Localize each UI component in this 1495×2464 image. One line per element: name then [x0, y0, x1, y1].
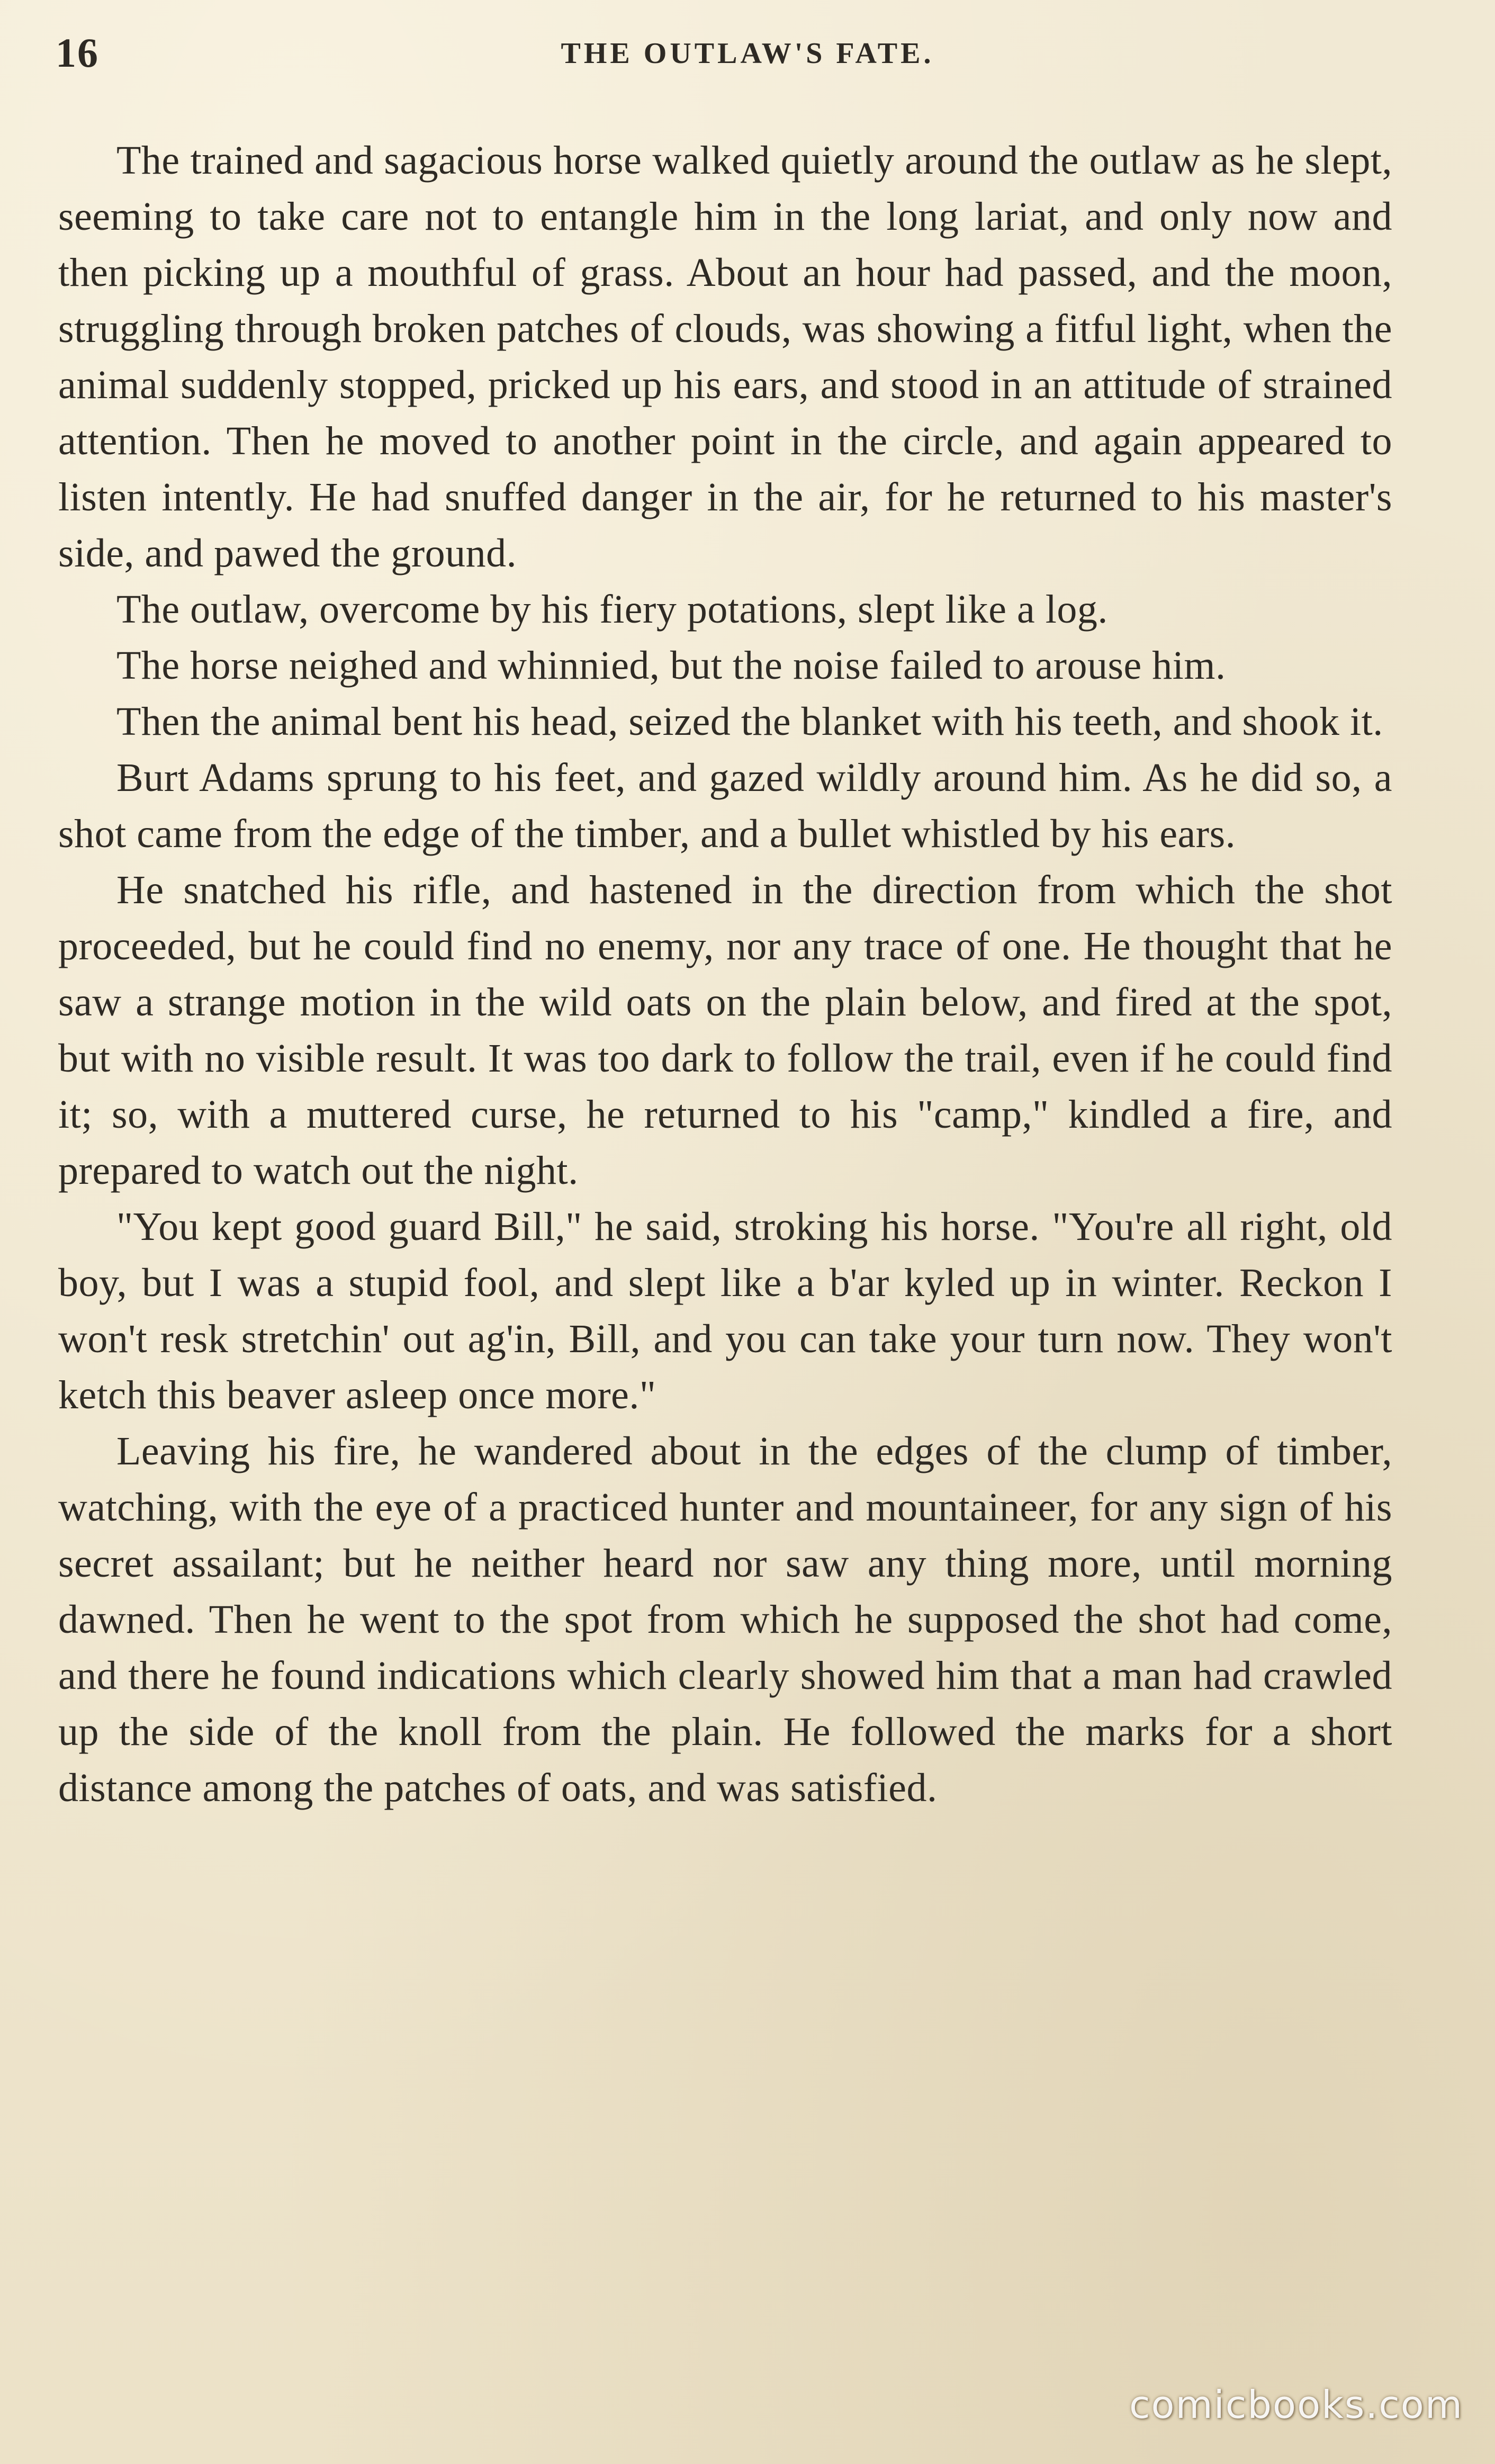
page-header	[56, 29, 1439, 87]
watermark: comicbooks.com	[1129, 2382, 1463, 2427]
paragraph: The horse neighed and whinnied, but the noise failed to arouse him.	[116, 643, 1226, 688]
running-title: THE OUTLAW'S FATE.	[561, 37, 934, 70]
paragraph: The trained and sagacious horse walked quietly around the outlaw as he slept, seeming to take care not to entangle him in the long lariat, and only now and then picking up a mouthful of grass. About an hour had passed, and the moon, struggling through broken patches of clouds, was showing a fitful light, when the animal suddenly stopped, pricked up his ears, and stood in an attitude of strained attention. Then he moved to another point in the circle, and again appeared to listen intently. He had snuffed danger in the air, for he returned to his master's side, and pawed the ground.	[58, 138, 1392, 575]
body-text	[58, 132, 1392, 1816]
paragraph: The outlaw, overcome by his fiery potations, slept like a log.	[116, 587, 1108, 632]
paragraph: Then the animal bent his head, seized the blanket with his teeth, and shook it.	[116, 699, 1383, 744]
paragraph: He snatched his rifle, and hastened in the direction from which the shot proceeded, but he could find no enemy, nor any trace of one. He thought that he saw a strange motion in the wild oats on the plain below, and fired at the spot, but with no visible result. It was too dark to follow the trail, even if he could find it; so, with a muttered curse, he returned to his "camp," kindled a fire, and prepared to watch out the night.	[58, 868, 1392, 1193]
paragraph: Leaving his fire, he wandered about in the edges of the clump of timber, watching, with the eye of a practiced hunter and mountaineer, for any sign of his secret assailant; but he neither heard nor saw any thing more, until morning dawned. Then he went to the spot from which he supposed the shot had come, and there he found indications which clearly showed him that a man had crawled up the side of the knoll from the plain. He followed the marks for a short distance among the patches of oats, and was satisfied.	[58, 1429, 1392, 1810]
paragraph: "You kept good guard Bill," he said, stroking his horse. "You're all right, old boy, but I was a stupid fool, and slept like a b'ar kyled up in winter. Reckon I won't resk stretchin' out ag'in, Bill, and you can take your turn now. They won't ketch this beaver asleep once more."	[58, 1204, 1392, 1417]
page-number: 16	[56, 30, 99, 76]
paragraph: Burt Adams sprung to his feet, and gazed wildly around him. As he did so, a shot came from the edge of the timber, and a bullet whistled by his ears.	[58, 756, 1392, 856]
